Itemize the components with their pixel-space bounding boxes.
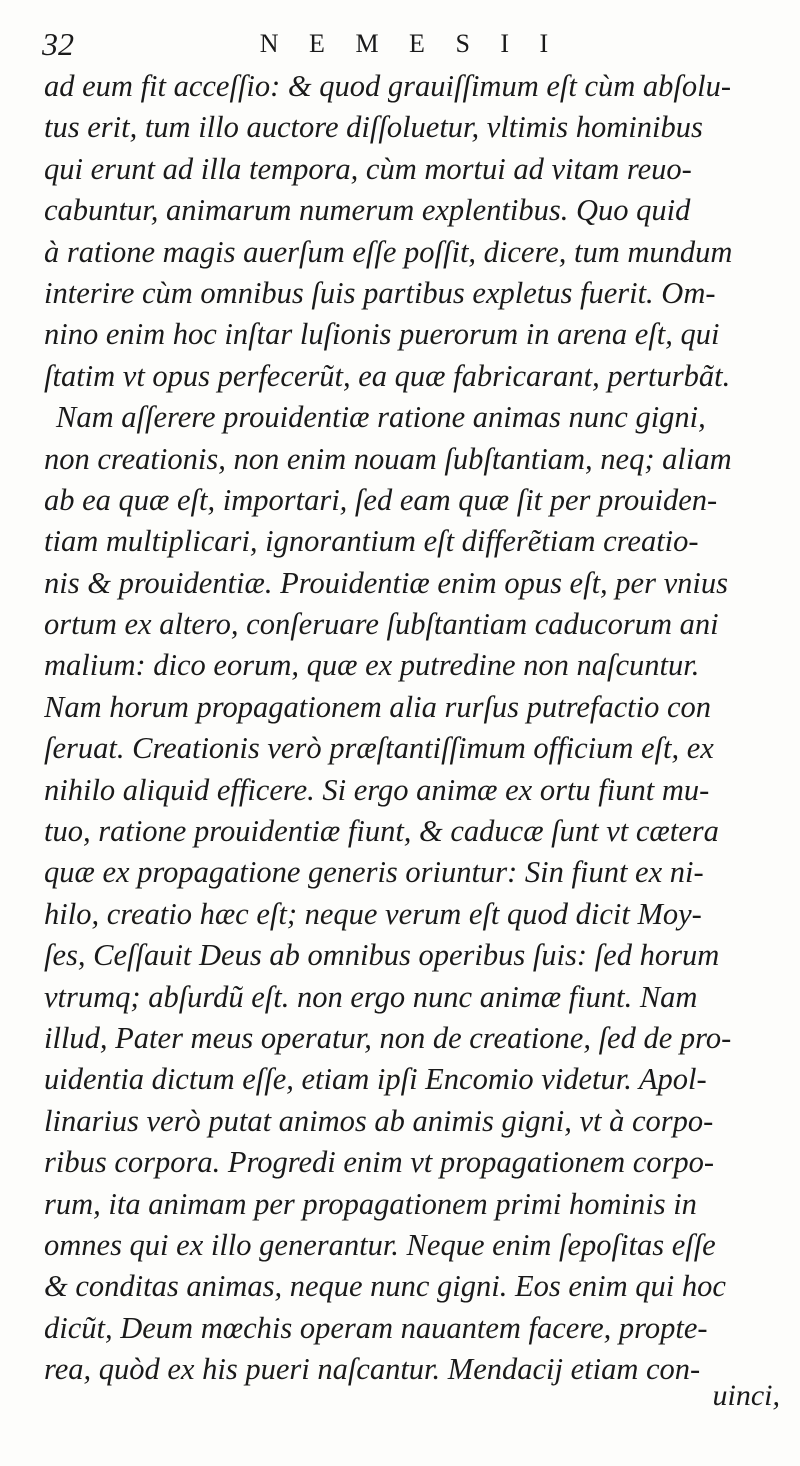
text-line: cabuntur, animarum numerum explentibus. Quo quid (44, 193, 691, 228)
page-number: 32 (42, 26, 74, 62)
text-line: rea, quòd ex his pueri naſcantur. Mendacij etiam con- (44, 1352, 701, 1387)
text-line: rum, ita animam per propagationem primi hominis in (44, 1186, 697, 1221)
text-line: ſeruat. Creationis verò præſtantiſſimum officium eſt, ex (44, 731, 714, 766)
running-title: N E M E S I I (259, 29, 561, 58)
text-line: qui erunt ad illa tempora, cùm mortui ad vitam reuo- (44, 151, 692, 186)
text-line: linarius verò putat animos ab animis gigni, vt à corpo- (44, 1103, 714, 1138)
text-line: & conditas animas, neque nunc gigni. Eos enim qui hoc (44, 1269, 726, 1304)
text-line: nis & prouidentiæ. Prouidentiæ enim opus eſt, per vnius (44, 565, 728, 600)
catchword: uinci, (712, 1379, 780, 1412)
text-line: ſes, Ceſſauit Deus ab omnibus operibus ſuis: ſed horum (44, 938, 720, 973)
text-line: nihilo aliquid efficere. Si ergo animæ ex ortu fiunt mu- (44, 772, 710, 807)
text-line: illud, Pater meus operatur, non de creatione, ſed de pro- (44, 1020, 732, 1055)
text-line: dicũt, Deum mœchis operam nauantem facere, propte- (44, 1310, 708, 1345)
text-line: tus erit, tum illo auctore diſſoluetur, vltimis hominibus (44, 110, 703, 145)
running-head (40, 24, 780, 64)
text-line: tuo, ratione prouidentiæ fiunt, & caducæ ſunt vt cætera (44, 814, 719, 849)
text-line: vtrumq; abſurdũ eſt. non ergo nunc animæ fiunt. Nam (44, 979, 698, 1014)
body-text (44, 66, 786, 1391)
text-line: uidentia dictum eſſe, etiam ipſi Encomio videtur. Apol- (44, 1062, 707, 1097)
text-line: ab ea quæ eſt, importari, ſed eam quæ ſit per prouiden- (44, 482, 718, 517)
text-line: tiam multiplicari, ignorantium eſt differẽtiam creatio- (44, 524, 699, 559)
text-line: hilo, creatio hæc eſt; neque verum eſt quod dicit Moy- (44, 896, 702, 931)
text-line: nino enim hoc inſtar luſionis puerorum in arena eſt, qui (44, 317, 720, 352)
text-line: ortum ex altero, conſeruare ſubſtantiam caducorum ani (44, 607, 719, 642)
text-line: interire cùm omnibus ſuis partibus expletus fuerit. Om- (44, 275, 716, 310)
text-line: malium: dico eorum, quæ ex putredine non naſcuntur. (44, 648, 700, 683)
text-line: non creationis, non enim nouam ſubſtantiam, neq; aliam (44, 441, 732, 476)
text-line: Nam horum propagationem alia rurſus putrefactio con (44, 689, 712, 724)
text-line: à ratione magis auerſum eſſe poſſit, dicere, tum mundum (44, 234, 733, 269)
text-line: omnes qui ex illo generantur. Neque enim ſepoſitas eſſe (44, 1227, 716, 1262)
text-line: Nam aſſerere prouidentiæ ratione animas nunc gigni, (56, 400, 706, 435)
text-line: ribus corpora. Progredi enim vt propagationem corpo- (44, 1145, 715, 1180)
text-line: ſtatim vt opus perfecerũt, ea quæ fabricarant, perturbãt. (44, 358, 731, 393)
text-line: quæ ex propagatione generis oriuntur: Sin fiunt ex ni- (44, 855, 704, 890)
text-line: ad eum fit acceſſio: & quod grauiſſimum eſt cùm abſolu- (44, 69, 731, 103)
